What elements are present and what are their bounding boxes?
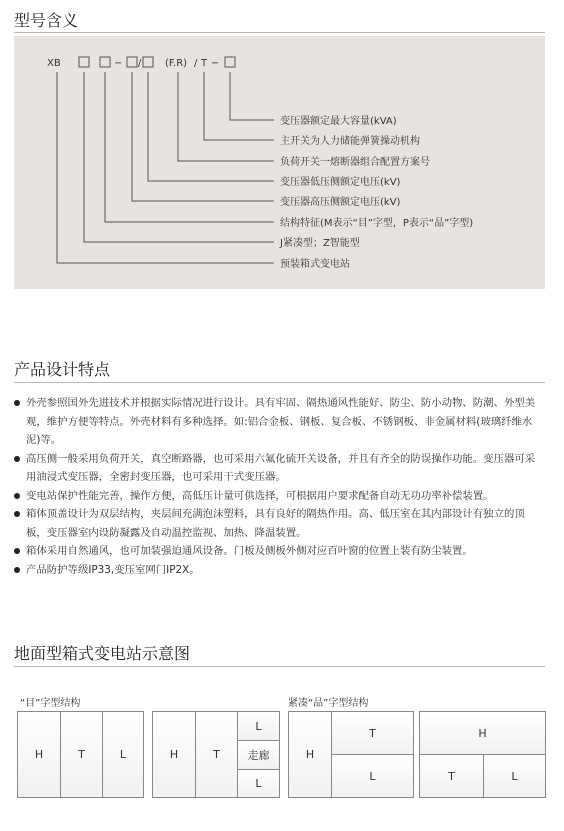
code-box-1 [79,57,89,67]
code-dash-1: − [114,58,123,69]
bullet-icon [14,567,20,573]
feature-item [14,561,545,580]
divider [14,32,545,33]
layout-diagram-pin-2 [419,711,546,798]
cell-low-voltage: L [237,769,279,797]
feature-text: 产品防护等级IP33,变压室网门IP2X。 [26,563,200,576]
label-pin-structure: 紧凑“品”字型结构 [288,698,369,709]
cell-transformer: T [60,712,102,797]
code-box-5 [225,57,235,67]
feature-item [14,487,545,506]
section-title-diagram: 地面型箱式变电站示意图 [14,644,191,663]
code-desc-5: 变压器高压侧额定电压(kV) [280,197,401,208]
code-box-4 [143,57,153,67]
code-slash: / [138,58,142,69]
bullet-icon [14,493,20,499]
code-desc-7: J紧凑型；Z智能型 [280,238,360,249]
section-title-model: 型号含义 [14,11,79,30]
cell-high-voltage: H [289,712,331,797]
cell-high-voltage: H [18,712,60,797]
feature-text: 箱体顶盖设计为双层结构，夹层间充满泡沫塑料，具有良好的隔热作用。高、低压室在其内部设计有独立的顶板，变压器室内设防凝露及自动温控监视、加热、降温装置。 [26,508,525,539]
code-dash-2: − [211,58,220,69]
code-fr: (F.R) [165,58,188,69]
leader-lines [57,72,274,263]
feature-item [14,542,545,561]
code-box-2 [100,57,110,67]
feature-item [14,505,545,542]
feature-item [14,450,545,487]
bullet-icon [14,548,20,554]
cell-transformer: T [195,712,237,797]
code-box-3 [127,57,137,67]
bullet-icon [14,400,20,406]
feature-text: 变电站保护性能完善，操作方便，高低压计量可供选择，可根据用户要求配备自动无功功率补偿装置。 [26,489,494,502]
layout-diagram-mu-1 [17,711,144,798]
cell-high-voltage: H [153,712,195,797]
code-desc-6: 结构特征(M表示“目”字型，P表示“品”字型) [280,218,474,229]
code-slash-2: / [194,58,198,69]
model-code-diagram [14,36,545,289]
cell-corridor: 走廊 [237,740,279,769]
feature-text: 箱体采用自然通风，也可加装强迫通风设备。门板及侧板外侧对应百叶窗的位置上装有防尘装置。 [26,545,473,557]
divider [14,382,545,383]
label-mu-structure: “目”字型结构 [20,698,81,709]
cell-low-voltage: L [102,712,143,797]
cell-low-voltage: L [237,712,279,740]
cell-low-voltage: L [483,754,545,797]
feature-list [14,394,545,579]
feature-item [14,394,545,450]
feature-text: 高压侧一般采用负荷开关，真空断路器，也可采用六氟化硫开关设备，并且有齐全的防误操作功能。变压器可采用油浸式变压器，全密封变压器，也可采用干式变压器。 [26,452,536,483]
code-desc-8: 预装箱式变电站 [280,259,350,270]
model-code-panel [14,36,545,289]
cell-transformer: T [420,754,483,797]
feature-text: 外壳参照国外先进技术并根据实际情况进行设计。具有牢固、隔热通风性能好、防尘、防小动物、防潮、外型美观，维护方便等特点。外壳材料有多种选择。如:铝合金板、钢板、复合板、不锈钢板、非金属材料(玻璃纤维水泥)等。 [26,397,536,446]
divider [14,666,545,667]
code-desc-4: 变压器低压侧额定电压(kV) [280,177,401,188]
layout-diagram-mu-2 [152,711,280,798]
bullet-icon [14,456,20,462]
section-title-features: 产品设计特点 [14,360,111,379]
code-desc-1: 变压器额定最大容量(kVA) [280,116,397,127]
cell-low-voltage: L [331,754,413,797]
code-desc-3: 负荷开关一熔断器组合配置方案号 [280,157,430,168]
layout-diagram-pin-1 [288,711,414,798]
bullet-icon [14,511,20,517]
code-desc-2: 主开关为人力储能弹簧操动机构 [280,136,420,147]
cell-high-voltage: H [420,712,545,754]
code-prefix: XB [47,58,61,69]
cell-transformer: T [331,712,413,754]
code-t: T [201,58,208,69]
